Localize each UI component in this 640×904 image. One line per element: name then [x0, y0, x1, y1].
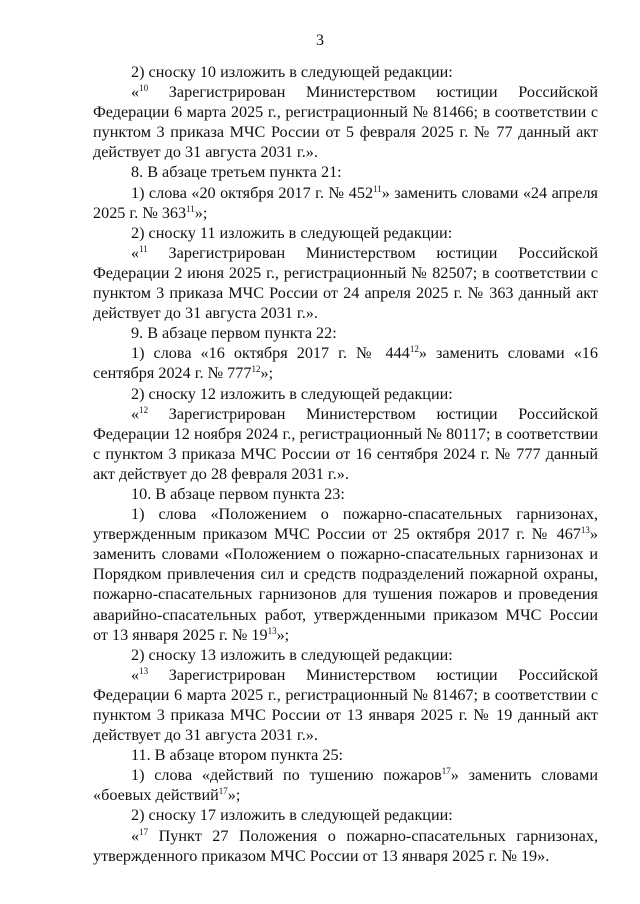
page-number: 3: [316, 32, 324, 49]
paragraph-text: 2) сноску 10 изложить в следующей редакции:: [131, 63, 453, 81]
paragraph: [93, 484, 598, 504]
paragraph-text: «: [131, 243, 140, 262]
paragraph: [93, 645, 598, 665]
paragraph-text: »;: [227, 786, 241, 805]
paragraph: [93, 826, 598, 866]
paragraph: [93, 243, 598, 323]
paragraph-text: Зарегистрирован Министерством юстиции Российской Федерации 6 марта 2025 г., регистрационный № 81467; в соответствии с пунктом 3 приказа МЧС России от 13 января 2025 г. № 19 данный акт действует до 31 августа 2031 г.».: [93, 665, 598, 745]
footnote-ref: 11: [139, 243, 148, 254]
footnote-ref: 13: [139, 665, 149, 676]
paragraph-text: »;: [260, 364, 274, 383]
footnote-ref: 17: [139, 826, 149, 837]
footnote-ref: 12: [251, 364, 261, 375]
paragraph-text: » заменить словами «24 апреля 2025 г. № 363: [93, 183, 598, 222]
paragraph-text: Пункт 27 Положения о пожарно-спасательных гарнизонах, утвержденного приказом МЧС России от 13 января 2025 г. № 19».: [93, 826, 598, 865]
paragraph: [93, 162, 598, 182]
paragraph-text: «: [131, 665, 140, 684]
footnote-ref: 11: [186, 203, 195, 214]
paragraph: [93, 805, 598, 825]
paragraph-text: 1) слова «16 октября 2017 г. № 444: [131, 344, 410, 363]
paragraph-text: 9. В абзаце первом пункта 22:: [131, 324, 337, 343]
document-body: [93, 62, 598, 866]
paragraph-text: 10. В абзаце первом пункта 23:: [131, 484, 345, 503]
paragraph-text: 1) слова «20 октября 2017 г. № 452: [131, 183, 374, 202]
footnote-ref: 13: [580, 525, 590, 536]
paragraph-text: «: [131, 826, 140, 845]
paragraph-text: «: [131, 83, 140, 102]
paragraph-text: 2) сноску 13 изложить в следующей редакции:: [131, 645, 453, 664]
paragraph: [93, 504, 598, 645]
paragraph-text: «: [131, 404, 140, 423]
paragraph-text: »;: [276, 625, 290, 644]
paragraph-text: 1) слова «Положением о пожарно-спасательных гарнизонах, утвержденным приказом МЧС России от 25 октября 2017 г. № 467: [93, 505, 598, 544]
paragraph-text: Зарегистрирован Министерством юстиции Российской Федерации 12 ноября 2024 г., регистрационный № 80117; в соответствии с пунктом 3 приказа МЧС России от 16 сентября 2024 г. № 777 данный акт действует до 28 февраля 2031 г.».: [93, 404, 598, 483]
footnote-ref: 11: [373, 183, 382, 194]
footnote-ref: 10: [139, 83, 149, 94]
paragraph-text: Зарегистрирован Министерством юстиции Российской Федерации 6 марта 2025 г., регистрационный № 81466; в соответствии с пунктом 3 приказа МЧС России от 5 февраля 2025 г. № 77 данный акт действует до 31 августа 2031 г.».: [93, 83, 598, 162]
paragraph-text: 8. В абзаце третьем пункта 21:: [131, 163, 342, 182]
paragraph: [93, 183, 598, 223]
paragraph: [93, 404, 598, 484]
footnote-ref: 13: [267, 625, 277, 636]
paragraph-text: 2) сноску 17 изложить в следующей редакции:: [131, 806, 453, 825]
paragraph: [93, 665, 598, 745]
paragraph: [93, 765, 598, 805]
footnote-ref: 12: [409, 344, 419, 355]
paragraph: [93, 62, 598, 82]
paragraph: [93, 384, 598, 404]
paragraph-text: 1) слова «действий по тушению пожаров: [131, 766, 442, 785]
paragraph-text: »;: [194, 203, 208, 222]
paragraph-text: Зарегистрирован Министерством юстиции Российской Федерации 2 июня 2025 г., регистрационный № 82507; в соответствии с пунктом 3 приказа МЧС России от 24 апреля 2025 г. № 363 данный акт действует до 31 августа 2031 г.».: [93, 243, 598, 323]
paragraph-text: » заменить словами «боевых действий: [93, 766, 598, 805]
paragraph: [93, 82, 598, 162]
paragraph-text: 11. В абзаце втором пункта 25:: [131, 746, 344, 765]
paragraph-text: » заменить словами «16 сентября 2024 г. № 777: [93, 344, 598, 383]
footnote-ref: 12: [139, 404, 149, 415]
paragraph: [93, 745, 598, 765]
paragraph: [93, 343, 598, 383]
paragraph: [93, 323, 598, 343]
footnote-ref: 17: [218, 786, 228, 797]
paragraph-text: » заменить словами «Положением о пожарно-спасательных гарнизонах и Порядком привлечения сил и средств подразделений пожарной охраны, пожарно-спасательных гарнизонов для тушения пожаров и проведения аварийно-спасательных работ, утвержденными приказом МЧС России от 13 января 2025 г. № 19: [93, 525, 598, 644]
footnote-ref: 17: [441, 766, 451, 777]
paragraph-text: 2) сноску 12 изложить в следующей редакции:: [131, 384, 453, 403]
paragraph: [93, 223, 598, 243]
paragraph-text: 2) сноску 11 изложить в следующей редакции:: [131, 223, 453, 242]
